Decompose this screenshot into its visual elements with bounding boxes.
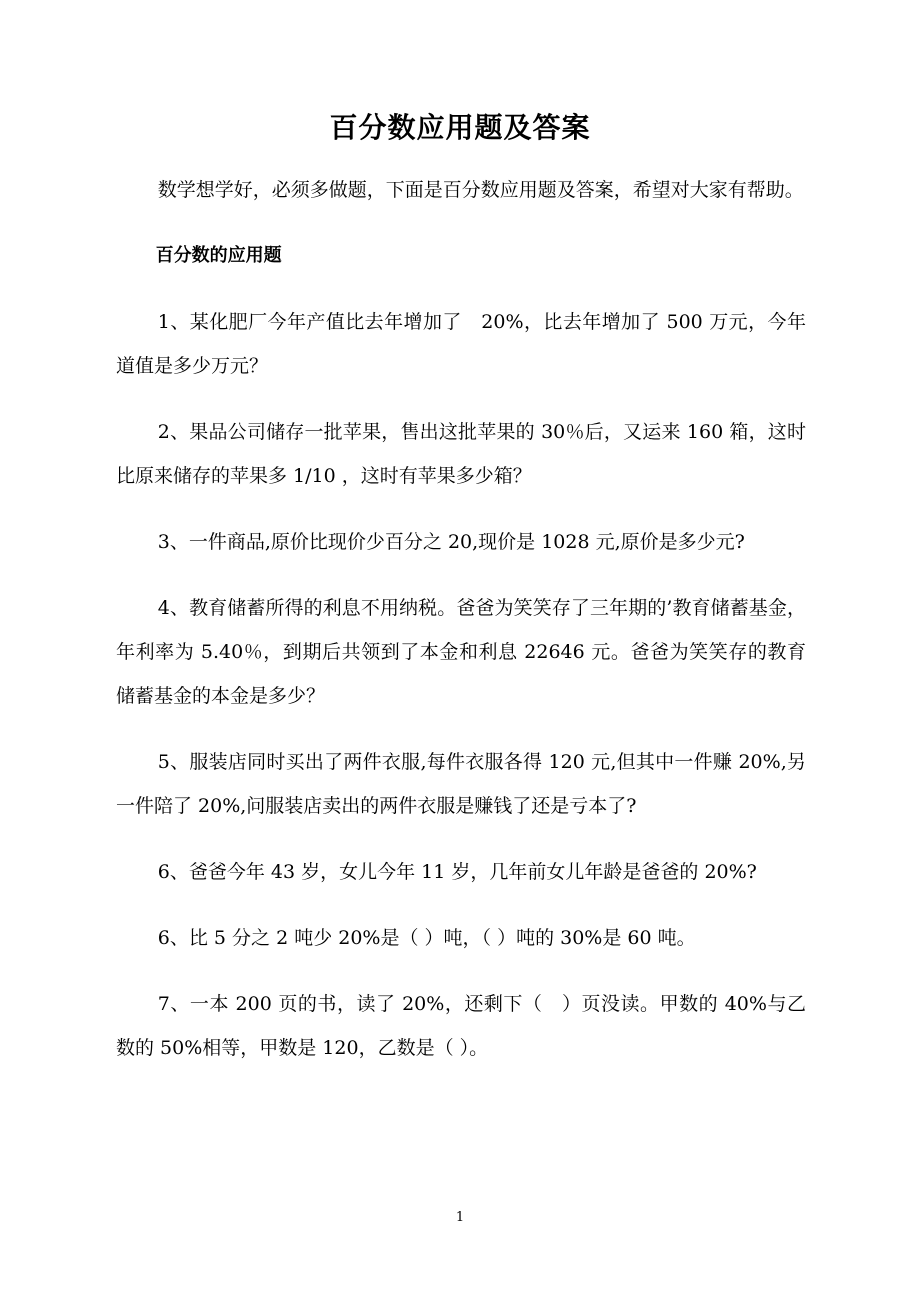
question-7: 7、一本 200 页的书，读了 20%，还剩下（ ）页没读。甲数的 40%与乙数的 50%相等，甲数是 120，乙数是（ ）。 bbox=[116, 993, 806, 1059]
question-2: 2、果品公司储存一批苹果，售出这批苹果的 30％后，又运来 160 箱，这时比原来储存的苹果多 1/10 ，这时有苹果多少箱？ bbox=[116, 421, 806, 487]
intro-paragraph: 数学想学好，必须多做题，下面是百分数应用题及答案，希望对大家有帮助。 bbox=[157, 179, 804, 201]
page-title: 百分数应用题及答案 bbox=[329, 111, 591, 144]
question-4: 4、教育储蓄所得的利息不用纳税。爸爸为笑笑存了三年期的’教育储蓄基金，年利率为 5.40％，到期后共领到了本金和利息 22646 元。爸爸为笑笑存的教育储蓄基金的本金是多少？ bbox=[116, 597, 806, 707]
section-heading: 百分数的应用题 bbox=[155, 245, 282, 266]
document-body bbox=[116, 168, 806, 1092]
question-6b: 6、比 5 分之 2 吨少 20%是（ ）吨，（ ）吨的 30%是 60 吨。 bbox=[157, 927, 696, 949]
question-5: 5、服装店同时买出了两件衣服,每件衣服各得 120 元,但其中一件赚 20%,另一件陪了 20%,问服装店卖出的两件衣服是赚钱了还是亏本了? bbox=[116, 751, 806, 817]
question-1: 1、某化肥厂今年产值比去年增加了 20%，比去年增加了 500 万元，今年道值是多少万元？ bbox=[116, 311, 806, 377]
page-number: 1 bbox=[455, 1210, 465, 1225]
question-3: 3、一件商品,原价比现价少百分之 20,现价是 1028 元,原价是多少元? bbox=[157, 531, 745, 553]
question-6: 6、爸爸今年 43 岁，女儿今年 11 岁，几年前女儿年龄是爸爸的 20%? bbox=[157, 861, 757, 883]
